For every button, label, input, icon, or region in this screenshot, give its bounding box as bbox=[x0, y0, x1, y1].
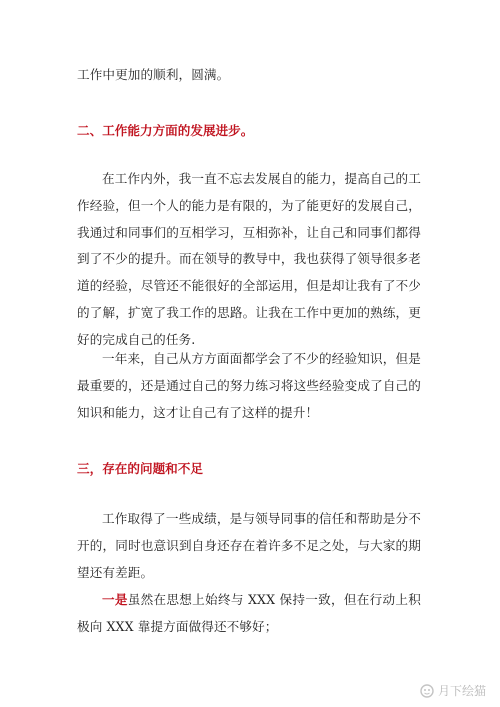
section3-item1 bbox=[77, 587, 421, 641]
section2-paragraph1: 在工作内外，我一直不忘去发展自的能力，提高自己的工作经验，但一个人的能力是有限的，为了能更好的发展自己，我通过和同事们的互相学习，互相弥补，让自己和同事们都得到了不少的提升。而在领导的教导中，我也获得了领导很多老道的经验，尽管还不能很好的全部运用，但是却让我有了不少的了解，扩宽了我工作的思路。让我在工作中更加的熟练，更好的完成自己的任务. bbox=[77, 171, 421, 347]
top-line-text: 工作中更加的顺利，圆满。 bbox=[77, 67, 230, 82]
watermark-text: 月下绘猫 bbox=[437, 684, 486, 698]
section2-paragraph2: 一年来，自己从方方面面都学会了不少的经验知识，但是最重要的，还是通过自己的努力练习将这些经验变成了自己的知识和能力，这才让自己有了这样的提升！ bbox=[77, 351, 421, 420]
item1-lead-label: 一是 bbox=[102, 592, 128, 607]
section2-heading: 二、工作能力方面的发展进步。 bbox=[77, 123, 254, 138]
watermark-logo-icon bbox=[420, 684, 434, 698]
section3-heading: 三，存在的问题和不足 bbox=[77, 461, 203, 476]
section3-paragraph1: 工作取得了一些成绩，是与领导同事的信任和帮助是分不开的，同时也意识到自身还存在着许多不足之处，与大家的期望还有差距。 bbox=[77, 511, 421, 580]
item1-text: 虽然在思想上始终与 XXX 保持一致，但在行动上积极向 XXX 靠提方面做得还不够好； bbox=[77, 592, 421, 634]
watermark bbox=[420, 682, 486, 699]
